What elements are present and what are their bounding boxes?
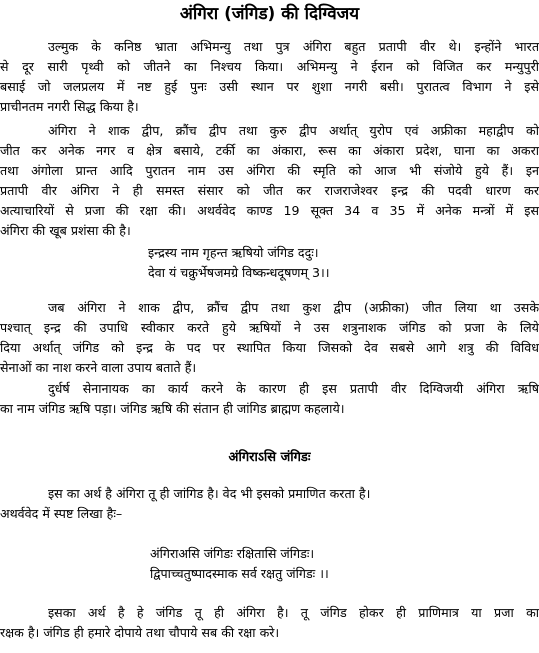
paragraph-line: अत्याचारियों से प्रजा की रक्षा की। अथर्ववेद काण्ड 19 सूक्त 34 व 35 में अनेक मन्त्रों में इस (0, 203, 539, 218)
paragraph-line: से दूर सारी पृथ्वी को जीतने का निश्चय किया। अभिमन्यु ने ईरान को विजित कर मन्युपुरी (0, 59, 539, 74)
paragraph-line: दिया अर्थात् जंगिड को इन्द्र के पद पर स्थापित किया जिसको देव सबसे आगे शत्रु की विविध (0, 340, 539, 355)
paragraph-line: जीत कर अनेक नगर व क्षेत्र बसाये, टर्की का अंकारा, रूस का अंकारा प्रदेश, घाना का अकरा (0, 143, 539, 158)
paragraph-line: इसका अर्थ है हे जंगिड तू ही अंगिरा है। तू जंगिड होकर ही प्राणिमात्र या प्रजा का (48, 605, 539, 620)
verse-line: द्विपाच्चतुष्पादस्माक सर्व रक्षतु जंगिडः ।। (150, 566, 329, 581)
verse-line: देवा यं चक्रुर्भेषजमग्रे विष्कन्धदूषणम् 3।। (148, 265, 330, 280)
paragraph-line: तथा अंगोला प्रान्त आदि पुरातन नाम उस अंगिरा की स्मृति को आज भी संजोये हुये हैं। इन (0, 163, 539, 178)
section-heading: अंगिराऽसि जंगिडः (228, 450, 311, 465)
paragraph-line: रक्षक है। जंगिड ही हमारे दोपाये तथा चौपाये सब की रक्षा करे। (0, 625, 280, 640)
paragraph-line: सेनाओं का नाश करने वाला उपाय बताते हैं। (0, 360, 197, 375)
page-title: अंगिरा (जंगिड) की दिग्विजय (179, 4, 360, 24)
paragraph-line: अंगिरा की खूब प्रशंसा की है। (0, 223, 131, 238)
paragraph-line: का नाम जंगिड ऋषि पड़ा। जंगिड ऋषि की संतान ही जांगिड ब्राह्मण कहलाये। (0, 401, 345, 416)
verse-line: इन्द्रस्य नाम गृहन्त ऋषियो जंगिड ददुः। (148, 245, 319, 260)
paragraph-line: प्राचीनतम नगरी सिद्ध किया है। (0, 99, 139, 114)
paragraph-line: पश्चात् इन्द्र की उपाधि स्वीकार करते हुये ऋषियों ने उस शत्रुनाशक जंगिड को प्रजा के लिये (0, 320, 539, 335)
paragraph-line: इस का अर्थ है अंगिरा तू ही जांगिड है। वेद भी इसको प्रमाणित करता है। (48, 486, 371, 501)
paragraph-line: अथर्ववेद में स्पष्ट लिखा हैः– (0, 506, 123, 521)
paragraph-line: जब अंगिरा ने शाक द्वीप, क्रौंच द्वीप तथा कुश द्वीप (अफ्रीका) जीत लिया था उसके (48, 300, 539, 315)
paragraph-line: दुर्धर्ष सेनानायक का कार्य करने के कारण ही इस प्रतापी वीर दिग्विजयी अंगिरा ऋषि (48, 381, 539, 396)
paragraph-line: बसाई जो जलप्रलय में नष्ट हुई पुनः उसी स्थान पर शुशा नगरी बसी। पुरातत्व विभाग ने इसे (0, 79, 539, 94)
paragraph-line: प्रतापी वीर अंगिरा ने ही समस्त संसार को जीत कर राजराजेश्वर इन्द्र की पदवी धारण कर (0, 183, 539, 198)
paragraph-line: अंगिरा ने शाक द्वीप, क्रौंच द्वीप तथा कुरु द्वीप अर्थात् युरोप एवं अफ्रीका महाद्वीप को (48, 123, 539, 138)
paragraph-line: उल्मुक के कनिष्ठ भ्राता अभिमन्यु तथा पुत्र अंगिरा बहुत प्रतापी वीर थे। इन्होंने भारत (48, 39, 539, 54)
verse-line: अंगिराअसि जंगिडः रक्षितासि जंगिडः। (150, 546, 315, 561)
